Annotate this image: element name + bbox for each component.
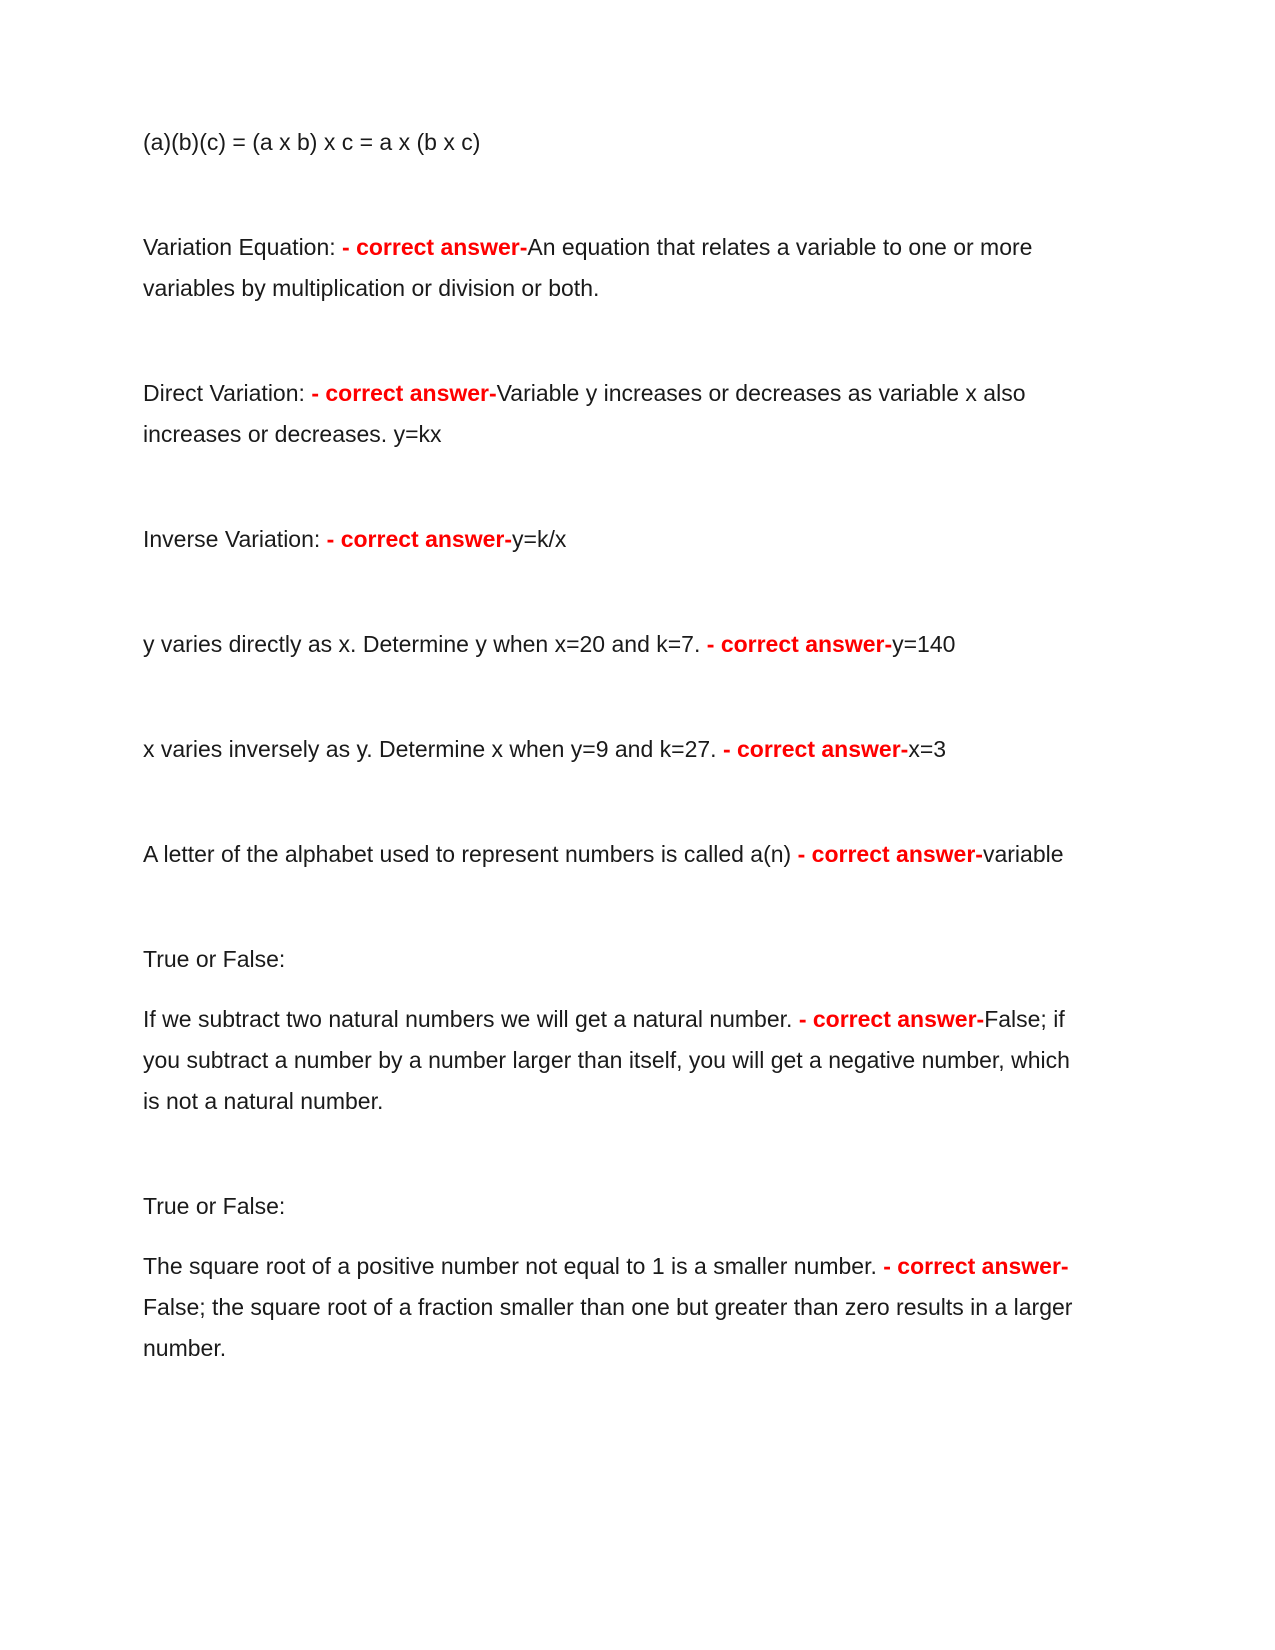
correct-answer-marker: - correct answer- [311, 380, 497, 406]
text-run: The square root of a positive number not equal to 1 is a smaller number. [143, 1253, 884, 1279]
paragraph-y-varies-directly [143, 624, 1090, 665]
text-run: Variable y increases or decreases as variable x also increases or decreases. y=kx [143, 380, 1026, 447]
text-run: True or False: [143, 1193, 286, 1219]
text-run: Direct Variation: [143, 380, 312, 406]
correct-answer-marker: - correct answer- [797, 841, 983, 867]
paragraph-true-or-false-heading-1 [143, 939, 1090, 980]
text-run: False; if you subtract a number by a number larger than itself, you will get a negative number, which is not a natural number. [143, 1006, 1070, 1114]
paragraph-direct-variation [143, 373, 1090, 455]
correct-answer-marker: - correct answer- [798, 1006, 985, 1032]
text-run: y=140 [892, 631, 956, 657]
paragraph-variable-definition [143, 834, 1090, 875]
text-run: An equation that relates a variable to one or more variables by multiplication or division or both. [143, 234, 1033, 301]
correct-answer-marker: - correct answer- [342, 234, 528, 260]
paragraph-variation-equation [143, 227, 1090, 309]
text-run: y=k/x [512, 526, 567, 552]
correct-answer-marker: - correct answer- [706, 631, 893, 657]
correct-answer-marker: - correct answer- [326, 526, 513, 552]
text-run: True or False: [143, 946, 286, 972]
text-run: x=3 [908, 736, 947, 762]
text-run: y varies directly as x. Determine y when x=20 and k=7. [143, 631, 707, 657]
correct-answer-marker: - correct answer- [722, 736, 909, 762]
paragraph-square-root-question [143, 1246, 1090, 1369]
text-run: x varies inversely as y. Determine x when y=9 and k=27. [143, 736, 723, 762]
paragraph-associative-property [143, 122, 1090, 163]
text-run: Variation Equation: [143, 234, 343, 260]
paragraph-x-varies-inversely [143, 729, 1090, 770]
text-run: If we subtract two natural numbers we will get a natural number. [143, 1006, 799, 1032]
correct-answer-marker: - correct answer- [883, 1253, 1069, 1279]
text-run: A letter of the alphabet used to represent numbers is called a(n) [143, 841, 798, 867]
text-run: Inverse Variation: [143, 526, 327, 552]
paragraph-natural-numbers-question [143, 999, 1090, 1122]
text-run: (a)(b)(c) = (a x b) x c = a x (b x c) [143, 129, 481, 155]
paragraph-true-or-false-heading-2 [143, 1186, 1090, 1227]
text-run: variable [982, 841, 1064, 867]
paragraph-inverse-variation [143, 519, 1090, 560]
text-run: False; the square root of a fraction smaller than one but greater than zero results in a larger number. [143, 1294, 1073, 1361]
